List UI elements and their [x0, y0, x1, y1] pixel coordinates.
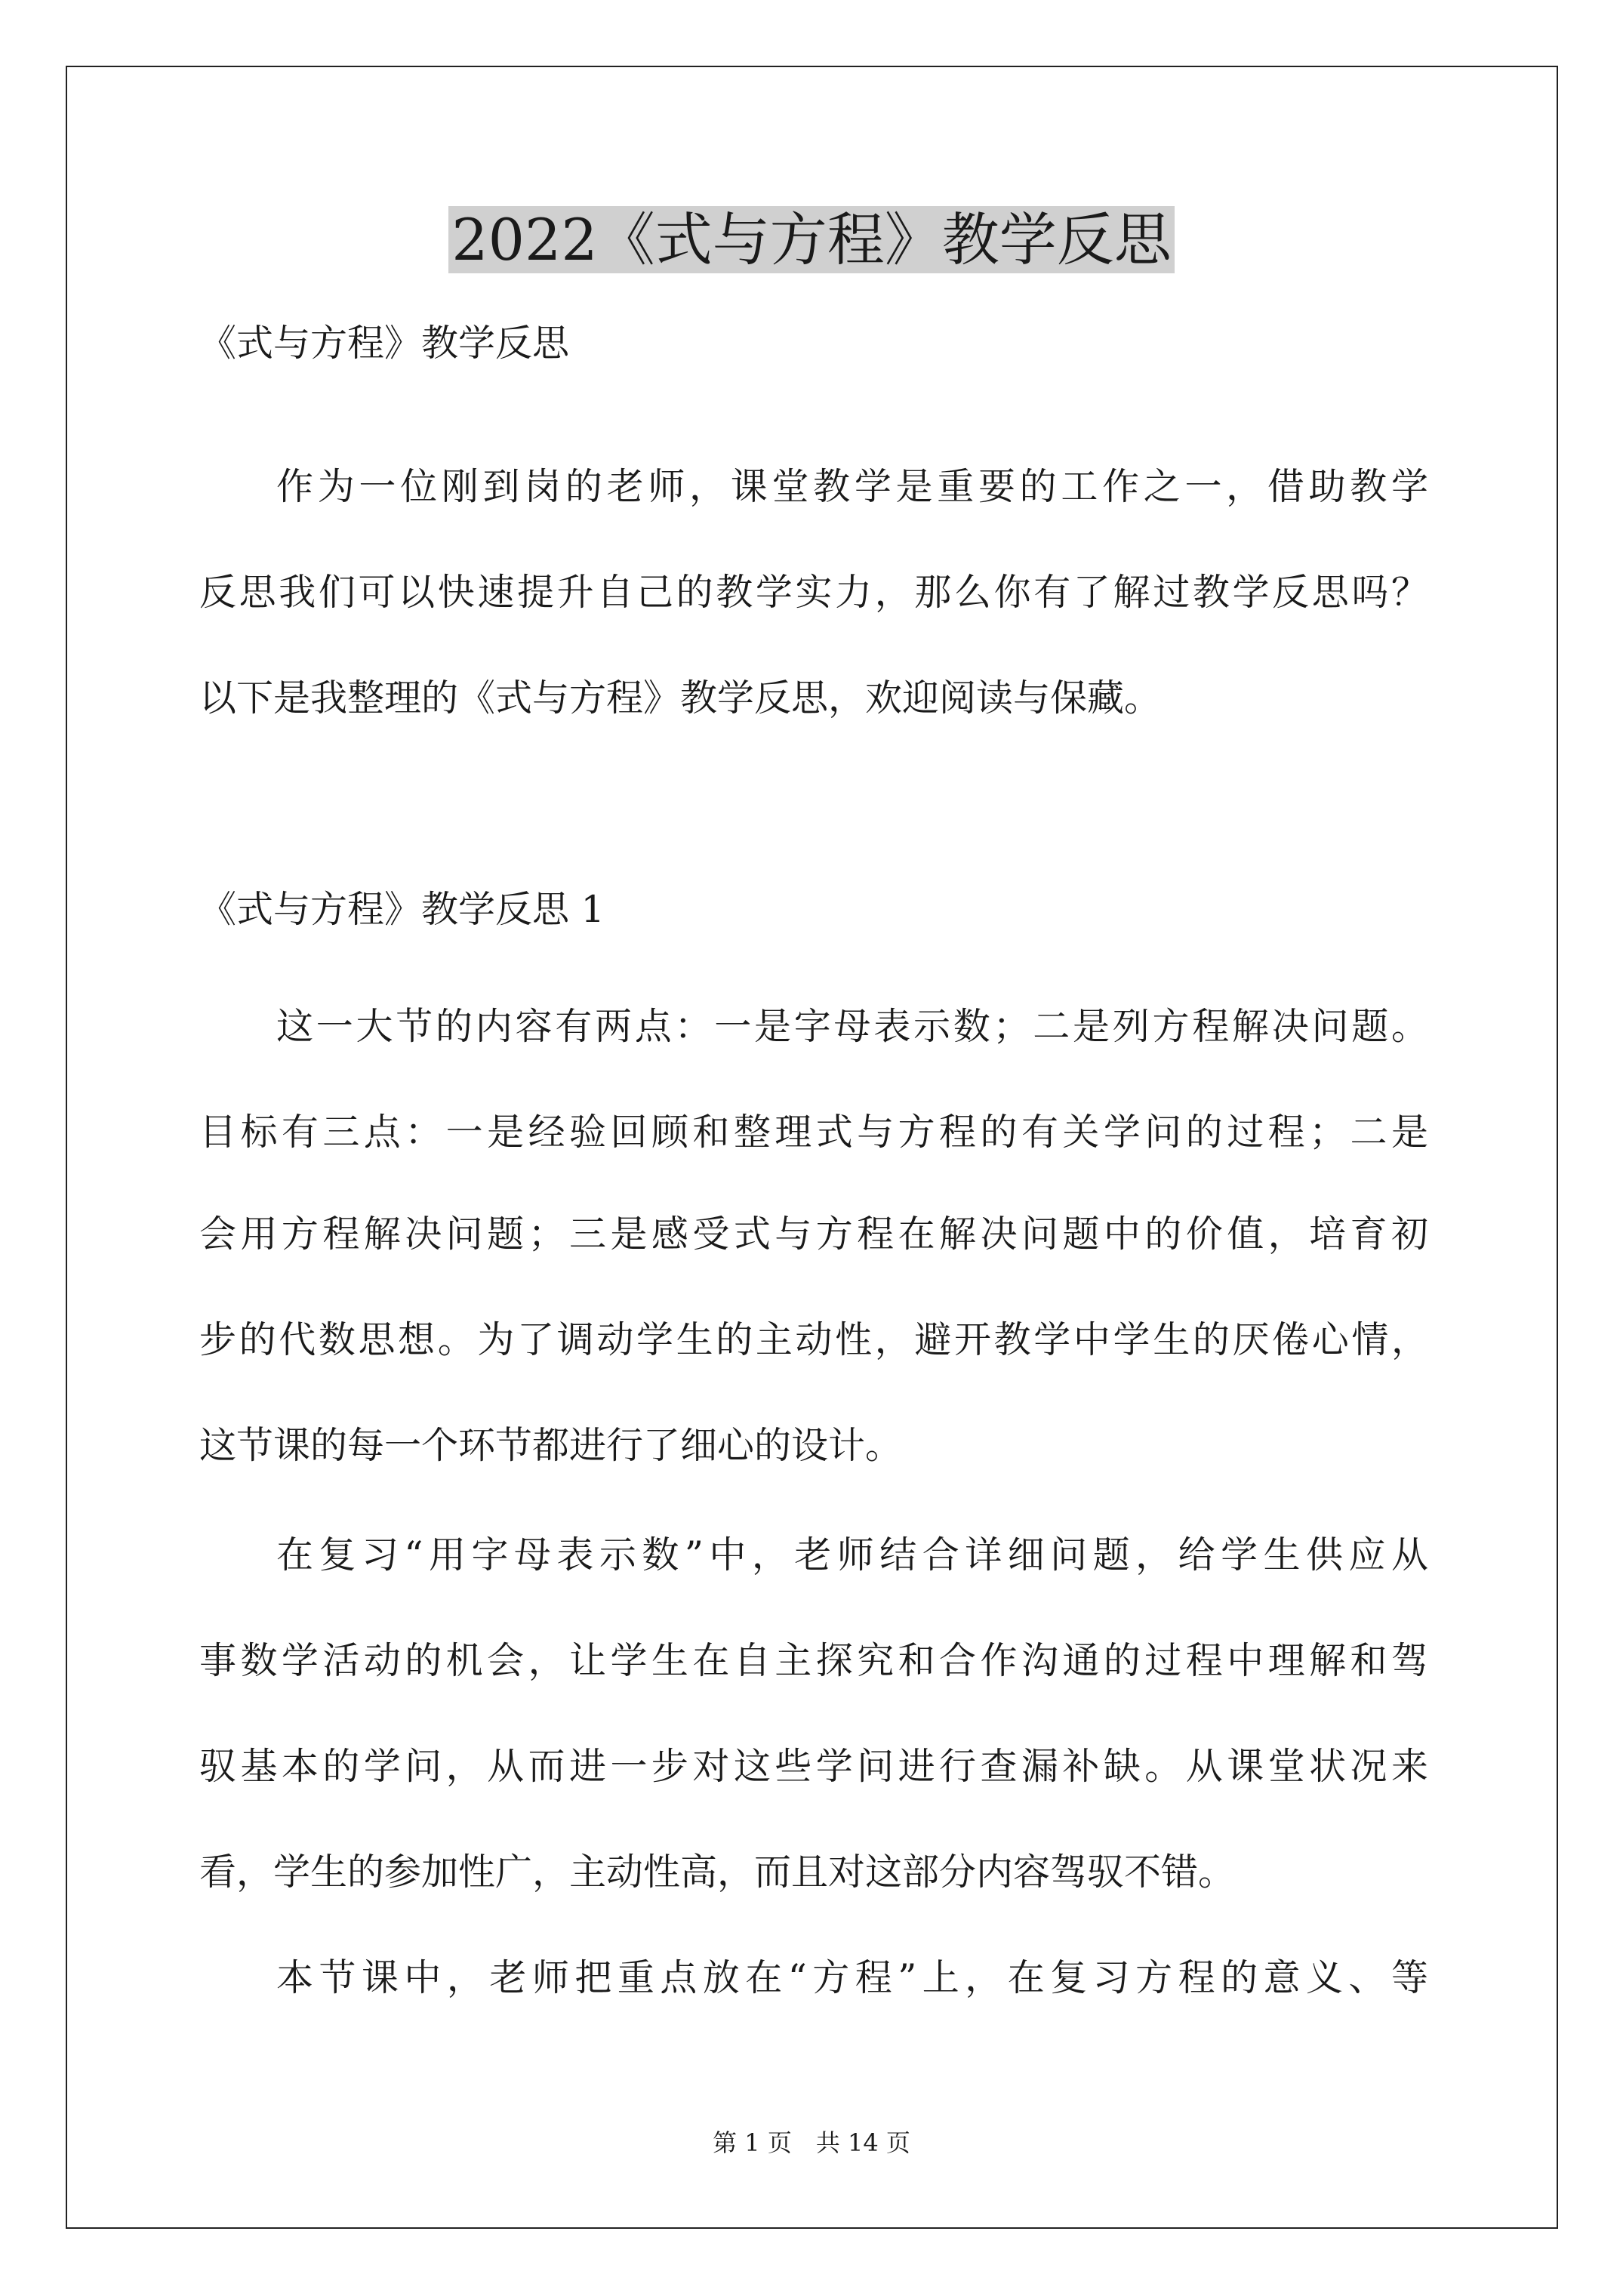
paragraph-line: 驭基本的学问，从而进一步对这些学问进行查漏补缺。从课堂状况来	[199, 1745, 1428, 1788]
paragraph-line: 目标有三点：一是经验回顾和整理式与方程的有关学问的过程；二是	[199, 1111, 1428, 1154]
paragraph-line: 在复习“用字母表示数”中，老师结合详细问题，给学生供应从	[276, 1533, 1428, 1576]
paragraph-line: 事数学活动的机会，让学生在自主探究和合作沟通的过程中理解和驾	[199, 1639, 1428, 1682]
paragraph-line: 这一大节的内容有两点：一是字母表示数；二是列方程解决问题。	[276, 1005, 1428, 1048]
section-heading: 《式与方程》教学反思 1	[199, 888, 605, 931]
paragraph-line: 本节课中，老师把重点放在“方程”上，在复习方程的意义、等	[276, 1956, 1428, 1999]
document-title	[0, 202, 1623, 278]
paragraph-line: 会用方程解决问题；三是感受式与方程在解决问题中的价值，培育初	[199, 1213, 1428, 1256]
page-footer: 第 1 页 共 14 页	[713, 2128, 910, 2157]
paragraph-line: 反思我们可以快速提升自己的教学实力，那么你有了解过教学反思吗？	[199, 571, 1428, 614]
paragraph-line: 以下是我整理的《式与方程》教学反思，欢迎阅读与保藏。	[199, 676, 1162, 720]
paragraph-line: 看，学生的参加性广，主动性高，而且对这部分内容驾驭不错。	[199, 1851, 1236, 1894]
paragraph-line: 步的代数思想。为了调动学生的主动性，避开教学中学生的厌倦心情，	[199, 1318, 1428, 1361]
document-title-text: 2022《式与方程》教学反思	[448, 206, 1174, 273]
paragraph-line: 作为一位刚到岗的老师，课堂教学是重要的工作之一，借助教学	[276, 465, 1428, 508]
subtitle-line: 《式与方程》教学反思	[199, 322, 570, 365]
paragraph-line: 这节课的每一个环节都进行了细心的设计。	[199, 1424, 903, 1467]
